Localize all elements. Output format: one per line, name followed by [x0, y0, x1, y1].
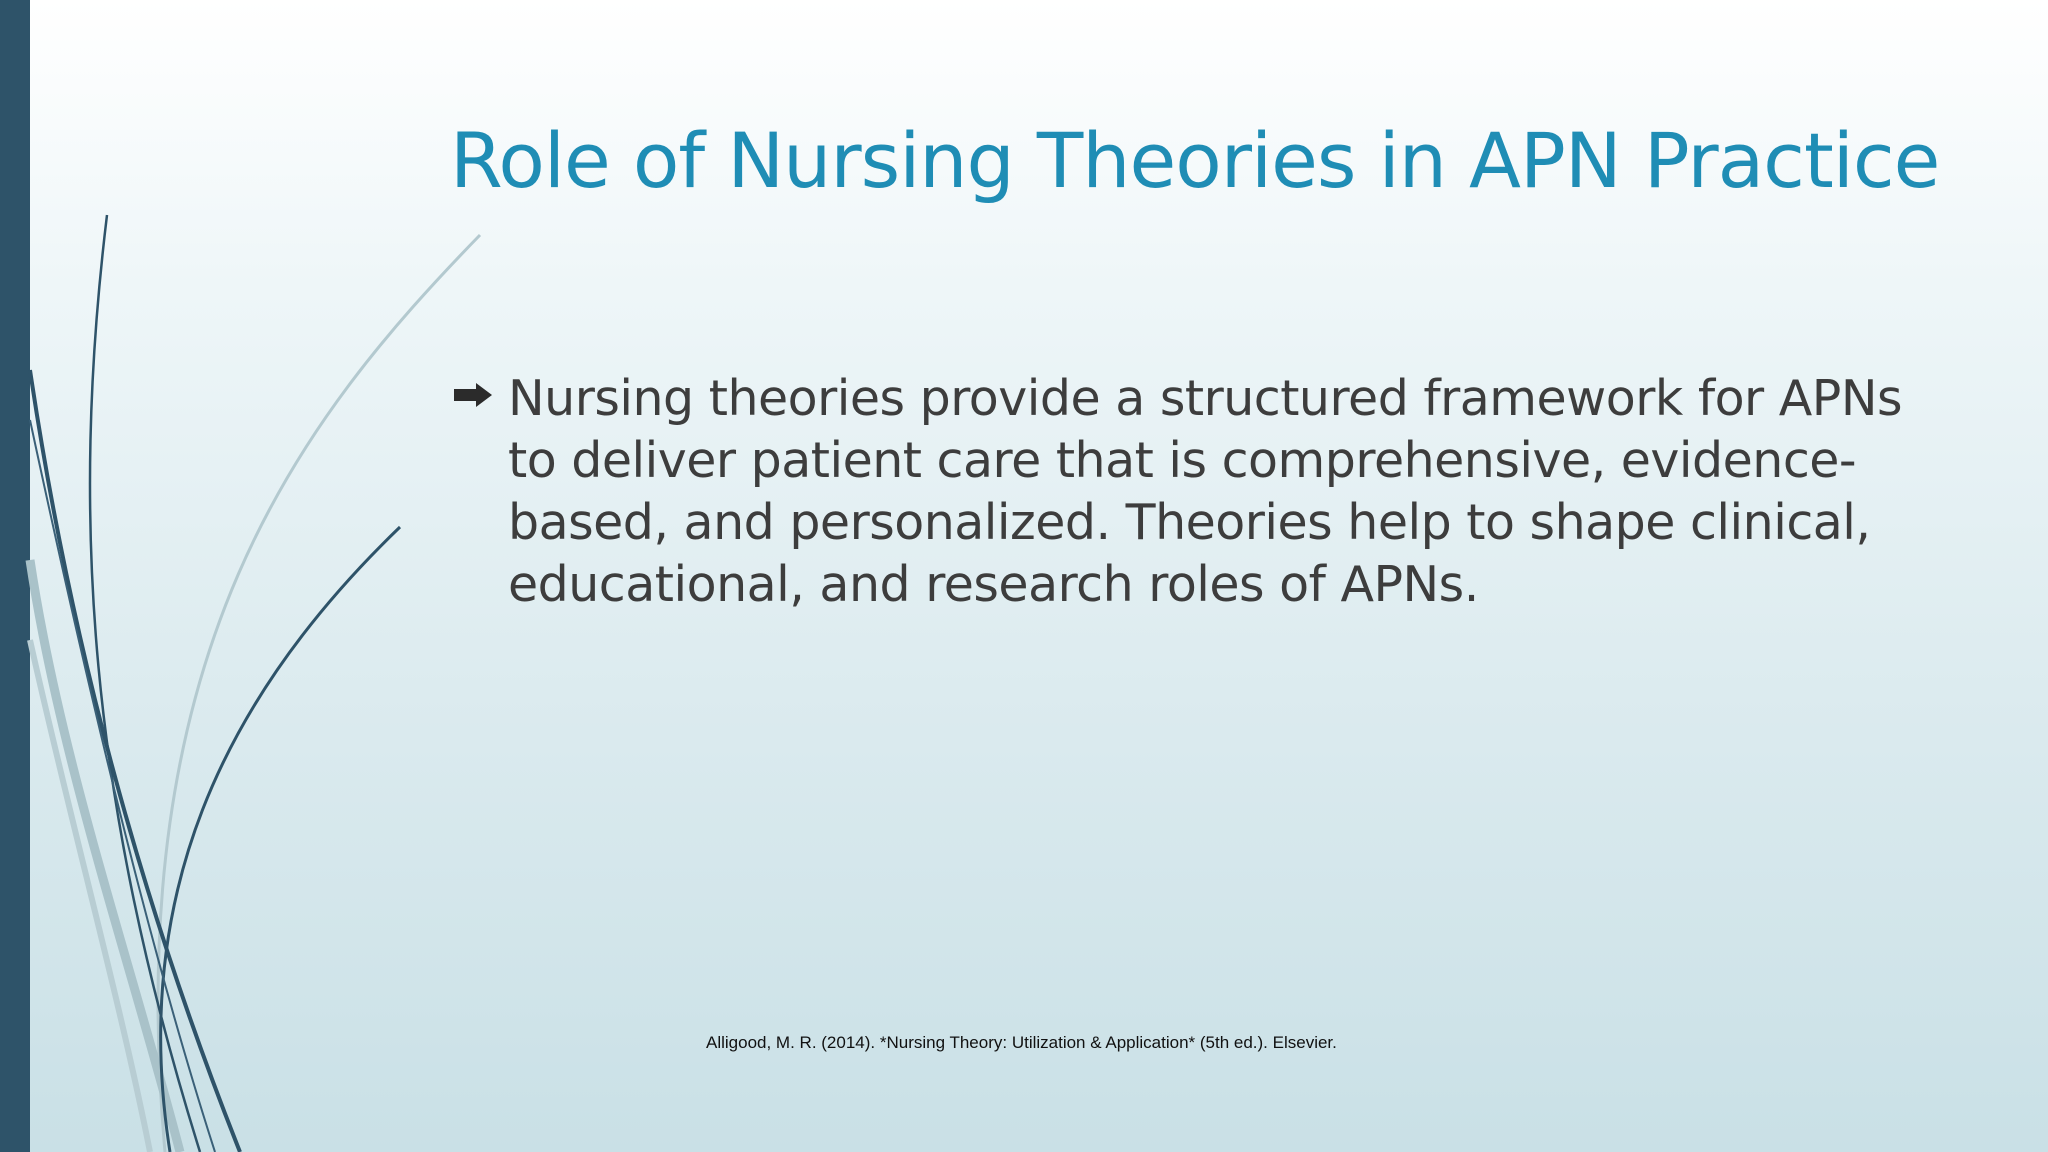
right-arrow-icon: [452, 382, 494, 408]
citation-text: Alligood, M. R. (2014). *Nursing Theory: Utilization & Application* (5th ed.). Elsevier.: [706, 1033, 1337, 1052]
bullet-text: Nursing theories provide a structured framework for APNs to deliver patient care that is comprehensive, evidence-based, and personalized. Theories help to shape clinical, educational, and research roles of APNs.: [508, 370, 1903, 613]
slide-title: Role of Nursing Theories in APN Practice: [450, 116, 1940, 205]
swoosh-dark-2: [30, 370, 240, 1152]
swoosh-dark-3: [161, 527, 400, 1152]
slide-body: [450, 368, 1910, 616]
swoosh-light-2: [30, 560, 180, 1152]
swoosh-light-1: [158, 235, 480, 1152]
decorative-swooshes: [0, 0, 520, 1152]
bullet-item: [450, 368, 1910, 616]
